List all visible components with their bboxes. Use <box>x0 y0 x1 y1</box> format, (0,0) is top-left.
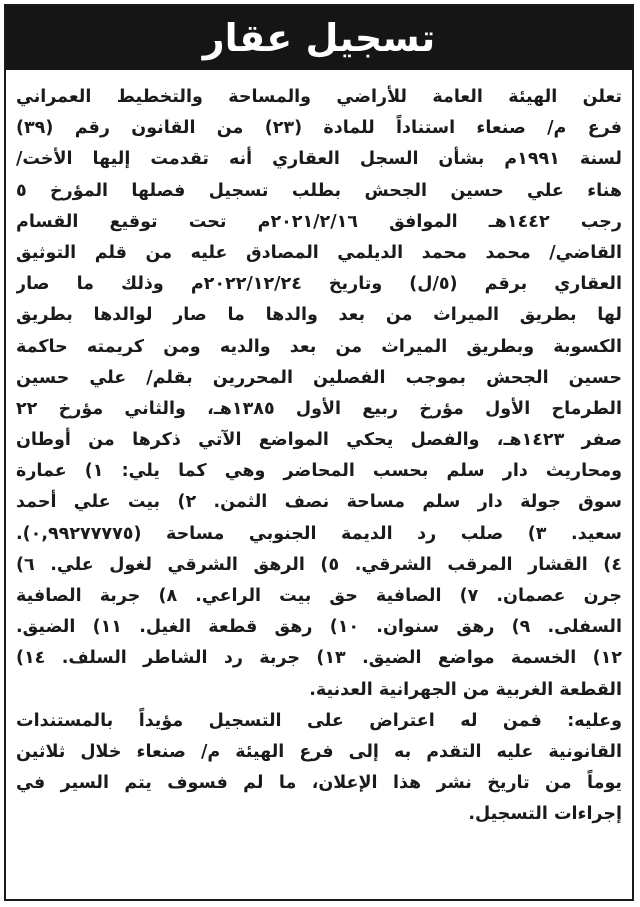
notice-line: القانونية عليه التقدم به إلى فرع الهيئة م/ صنعاء خلال ثلاثين <box>16 741 622 762</box>
notice-line: ومحاريث دار سلم بحسب المحاضر وهي كما يلي: ١) عمارة <box>16 461 622 482</box>
notice-line: يوماً من تاريخ نشر هذا الإعلان، ما لم فسوف يتم السير في <box>16 773 622 794</box>
legal-notice <box>4 4 634 901</box>
notice-line: سعيد. ٣) صلب رد الديمة الجنوبي مساحة (٠,٩٩٢٧٧٧٧٥). <box>16 523 622 544</box>
notice-line: تعلن الهيئة العامة للأراضي والمساحة والتخطيط العمراني <box>16 87 622 107</box>
notice-line: القطعة الغربية من الجهرانية العدنية. <box>309 679 622 700</box>
notice-line: صفر ١٤٢٣هـ، والفصل يحكي المواضع الآتي ذكرها من أوطان <box>16 430 622 451</box>
notice-line: حسين الجحش بموجب الفصلين المحررين بقلم/ علي حسين <box>16 367 622 388</box>
notice-line: القاضي/ محمد محمد الديلمي المصادق عليه من قلم التوثيق <box>16 242 622 263</box>
notice-line: السفلى. ٩) رهق سنوان. ١٠) رهق قطعة الغيل. ١١) الضيق. <box>16 617 622 638</box>
title-banner <box>6 6 632 70</box>
notice-line: إجراءات التسجيل. <box>468 804 622 825</box>
notice-line: العقاري برقم (٥/ل) وتاريخ ٢٠٢٢/١٢/٢٤م وذلك ما صار <box>16 274 622 295</box>
notice-line: وعليه: فمن له اعتراض على التسجيل مؤيداً بالمستندات <box>16 710 622 731</box>
notice-body <box>16 82 622 831</box>
notice-line: فرع م/ صنعاء استناداً للمادة (٢٣) من القانون رقم (٣٩) <box>16 118 622 139</box>
notice-line: رجب ١٤٤٢هـ الموافق ٢٠٢١/٢/١٦م تحت توقيع القسام <box>16 211 622 232</box>
notice-line: جرن عصمان. ٧) الصافية حق بيت الراعي. ٨) جربة الصافية <box>16 586 622 606</box>
notice-line: ٤) القشار المرقب الشرقي. ٥) الرهق الشرقي لغول علي. ٦) <box>16 554 622 575</box>
notice-line: الطرماح الأول مؤرخ ربيع الأول ١٣٨٥هـ، والثاني مؤرخ ٢٢ <box>16 398 622 419</box>
notice-line: ١٢) الخسمة مواضع الضيق. ١٣) جربة رد الشاطر السلف. ١٤) <box>16 648 622 669</box>
notice-line: الكسوبة وبطريق الميراث من بعد والديه ومن كريمته حاكمة <box>16 336 622 357</box>
notice-line: سوق جولة دار سلم مساحة نصف الثمن. ٢) بيت علي أحمد <box>16 492 622 513</box>
notice-line: هناء علي حسين الجحش بطلب تسجيل فصلها المؤرخ ٥ <box>16 180 622 201</box>
notice-line: لها بطريق الميراث من بعد والدها ما صار لوالدها بطريق <box>16 305 622 326</box>
notice-line: لسنة ١٩٩١م بشأن السجل العقاري أنه تقدمت إليها الأخت/ <box>16 149 622 170</box>
notice-title: تسجيل عقار <box>202 16 436 60</box>
